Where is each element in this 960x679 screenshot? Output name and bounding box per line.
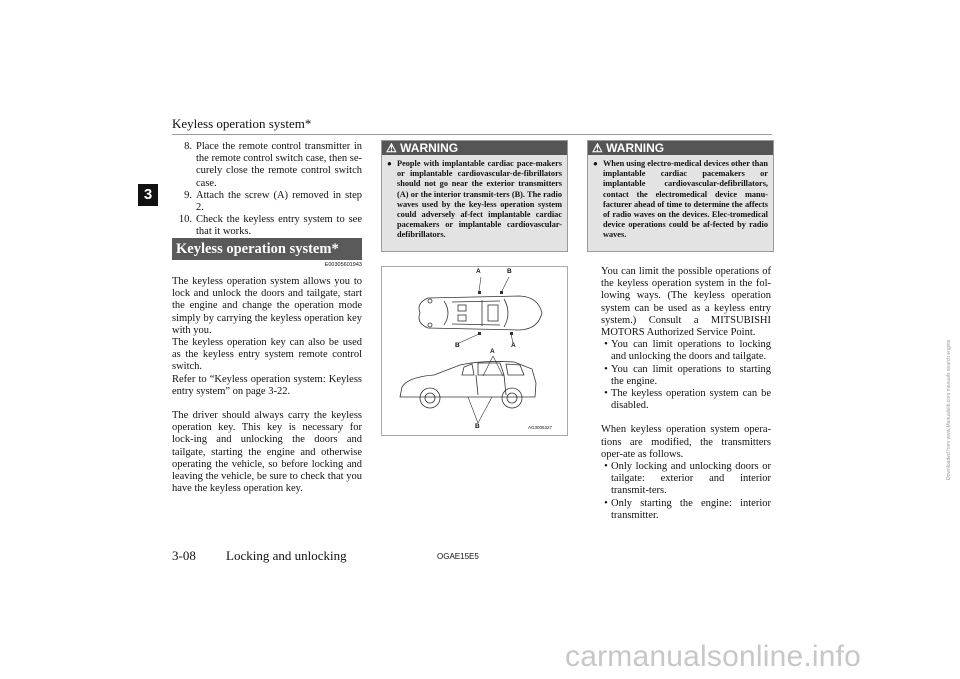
watermark: carmanualsonline.info xyxy=(565,640,862,673)
paragraph: You can limit the possible operations of the keyless operation system in the fol-lowing ways. (The keyless operation system can be used as a keyless entry system.) Consult a MITSUBISHI MOTORS Authorized Service Point. xyxy=(601,266,771,339)
step-text: Attach the screw (A) removed in step 2. xyxy=(196,189,362,214)
warning-header xyxy=(382,141,567,155)
header-rule xyxy=(172,134,772,135)
list-item: • You can limit operations to locking and unlocking the doors and tailgate. xyxy=(604,339,771,363)
label-exterior-a: A xyxy=(490,348,495,355)
transmitter-location-figure xyxy=(381,266,568,436)
list-item: • Only locking and unlocking doors or tailgate: exterior and interior transmit-ters. xyxy=(604,461,771,497)
warning-label: WARNING xyxy=(606,141,665,155)
warning-box xyxy=(381,140,568,252)
label-exterior-a: A xyxy=(476,268,481,275)
header-title: Keyless operation system* xyxy=(172,116,312,131)
limits-section xyxy=(601,266,771,522)
side-watermark: Downloaded from www.Manualslib.com manuals search engine xyxy=(946,339,952,480)
figure-code: AG3005327 xyxy=(528,425,553,430)
section-body xyxy=(172,276,362,495)
warning-icon: ⚠ xyxy=(386,141,397,155)
list-item: • The keyless operation system can be disabled. xyxy=(604,388,771,412)
footer-code: OGAE15E5 xyxy=(437,552,479,561)
step-number: 10. xyxy=(178,214,192,226)
paragraph: Refer to “Keyless operation system: Keyless entry system” on page 3-22. xyxy=(172,373,362,397)
list-item: • Only starting the engine: interior transmitter. xyxy=(604,497,771,521)
paragraph: The keyless operation key can also be used as the keyless entry system remote control switch. xyxy=(172,337,362,373)
step-text: Place the remote control transmitter in the remote control switch case, then se-curely close the remote control switch case. xyxy=(196,141,362,189)
step-number: 9. xyxy=(184,189,192,201)
list-item: • You can limit operations to starting the engine. xyxy=(604,363,771,387)
bullet-icon: ● xyxy=(593,159,598,168)
label-interior-b: B xyxy=(507,268,512,275)
footer-chapter: Locking and unlocking xyxy=(226,548,347,563)
chapter-tab: 3 xyxy=(138,184,158,206)
warning-text: People with implantable cardiac pace-makers or implantable cardiovascular-de-fibrillators should not go near the exterior transmitters (A) or the interior transmit-ters (B). The radio waves used by the key-less operation system could adversely af-fect implantable cardiac pacemakers or implantable cardiovascular-defibrillators. xyxy=(397,159,562,240)
page-number: 3-08 xyxy=(172,548,196,563)
paragraph: The keyless operation system allows you to lock and unlock the doors and tailgate, start the engine and change the operation mode simply by carrying the keyless operation key with you. xyxy=(172,276,362,336)
step-item xyxy=(172,190,362,214)
paragraph: When keyless operation system opera-tions are modified, the transmitters oper-ate as follows. xyxy=(601,424,771,460)
label-interior-b: B xyxy=(475,423,480,430)
warning-header xyxy=(588,141,773,155)
section-code: E00305601943 xyxy=(324,262,362,268)
step-number: 8. xyxy=(184,141,192,152)
paragraph: The driver should always carry the keyless operation key. This key is necessary for lock-ing and unlocking the doors and tailgate, starting the engine and otherwise operating the vehicle, so before locking and leaving the vehicle, be sure to check that you have the keyless operation key. xyxy=(172,410,362,495)
warning-label: WARNING xyxy=(400,141,459,155)
steps-list xyxy=(172,141,362,239)
step-item xyxy=(172,214,362,238)
step-text: Check the keyless entry system to see that it works. xyxy=(196,214,362,238)
label-exterior-a: A xyxy=(511,342,516,349)
car-diagram-icon xyxy=(382,267,567,435)
warning-box xyxy=(587,140,774,252)
section-title: Keyless operation system* xyxy=(172,238,362,260)
step-item xyxy=(172,141,362,190)
bullet-icon: ● xyxy=(387,159,392,168)
warning-text: When using electro-medical devices other than implantable cardiac pacemakers or implantable cardiovascular-defibrillators, contact the electromedical device manu-facturer ahead of time to determine the affects of radio waves on the devices. Elec-tromedical device operations could be af-fected by radio waves. xyxy=(603,159,768,240)
warning-icon: ⚠ xyxy=(592,141,603,155)
label-interior-b: B xyxy=(455,342,460,349)
